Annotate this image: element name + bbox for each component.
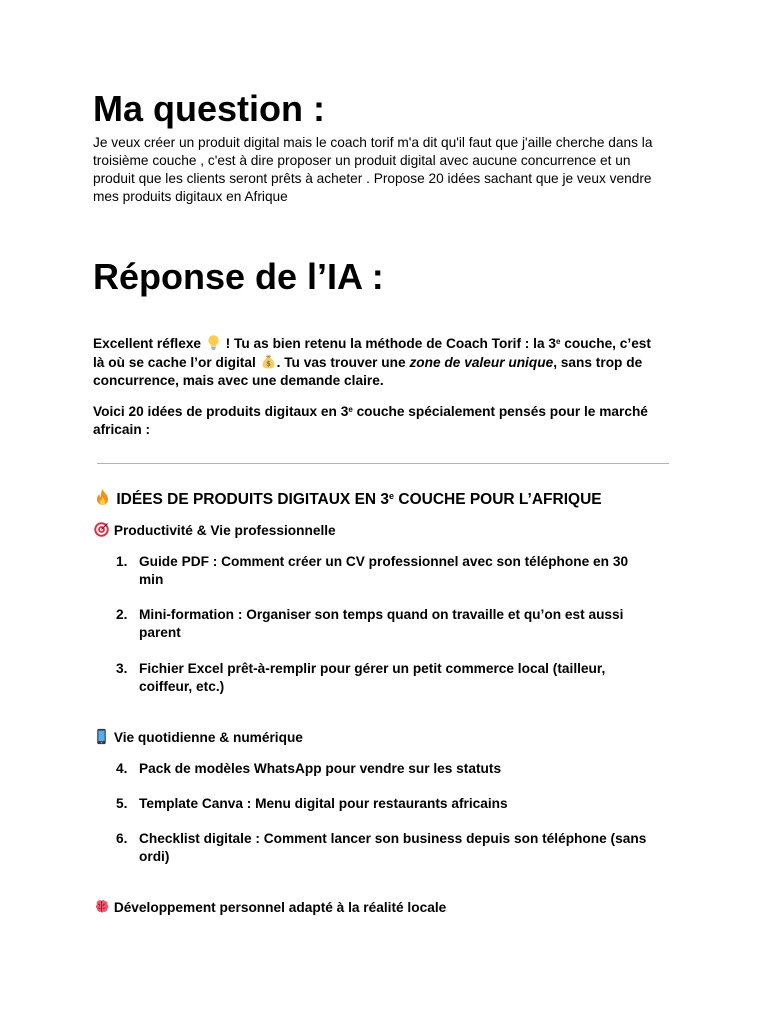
answer-voici-paragraph <box>93 401 683 439</box>
superscript: e <box>556 337 561 346</box>
fire-icon <box>93 488 112 507</box>
list-text-line: Fichier Excel prêt-à-remplir pour gérer un petit commerce local (tailleur, <box>139 661 606 676</box>
answer-title: Réponse de l’IA : <box>93 256 384 297</box>
money-bag-icon <box>260 353 277 370</box>
intro-emphasis: zone de valeur unique <box>409 355 554 370</box>
light-bulb-icon <box>205 334 222 351</box>
mobile-phone-icon <box>93 728 110 745</box>
intro-text: Excellent réflexe <box>93 336 202 351</box>
question-line: Je veux créer un produit digital mais le coach torif m'a dit qu'il faut que j'aille cherche dans la <box>93 135 653 150</box>
list-text <box>139 830 669 866</box>
question-body <box>93 134 683 206</box>
list-text <box>139 760 669 778</box>
list-number: 5. <box>116 796 128 811</box>
list-text-line: ordi) <box>139 849 170 864</box>
list-text-line: Checklist digitale : Comment lancer son business depuis son téléphone (sans <box>139 831 647 846</box>
question-title: Ma question : <box>93 88 325 129</box>
brain-icon <box>93 898 110 915</box>
svg-text:$: $ <box>265 360 271 369</box>
section-heading-text: IDÉES DE PRODUITS DIGITAUX EN 3 <box>116 491 390 508</box>
question-line: mes produits digitaux en Afrique <box>93 189 288 204</box>
intro-text: là où se cache l’or digital <box>93 355 256 370</box>
voici-line-1 <box>93 401 683 421</box>
intro-text: ! Tu as bien retenu la méthode de Coach Torif : la 3 <box>225 336 556 351</box>
list-text <box>139 795 669 813</box>
section-heading-text: COUCHE POUR L’AFRIQUE <box>394 491 602 508</box>
list-text-line: min <box>139 572 164 587</box>
voici-text: couche spécialement pensés pour le marché <box>352 404 648 419</box>
category-label: Productivité & Vie professionnelle <box>113 523 336 538</box>
category-label: Développement personnel adapté à la réalité locale <box>113 900 447 915</box>
list-number: 2. <box>116 607 128 622</box>
intro-text: couche, c’est <box>560 336 651 351</box>
superscript: e <box>348 405 353 414</box>
intro-line-3: concurrence, mais avec une demande claire. <box>93 373 384 388</box>
answer-intro-paragraph <box>93 333 683 390</box>
list-text-line: Mini-formation : Organiser son temps quand on travaille et qu’on est aussi <box>139 607 624 622</box>
section-heading <box>93 486 602 510</box>
category-daily-digital <box>93 728 303 747</box>
intro-line-2 <box>93 353 683 372</box>
category-personal-development <box>93 898 446 917</box>
list-text-line: Guide PDF : Comment créer un CV professionnel avec son téléphone en 30 <box>139 554 629 569</box>
question-line: troisième couche , c'est à dire proposer un produit digital avec aucune concurrence et un <box>93 153 631 168</box>
voici-text: Voici 20 idées de produits digitaux en 3 <box>93 404 349 419</box>
intro-text: . Tu vas trouver une <box>276 355 410 370</box>
list-text-line: parent <box>139 625 181 640</box>
question-line: produit que les clients seront prêts à acheter . Propose 20 idées sachant que je veux vendre <box>93 171 652 186</box>
list-text <box>139 553 669 589</box>
list-number: 4. <box>116 761 128 776</box>
intro-text: , sans trop de <box>553 355 643 370</box>
target-icon <box>93 521 110 538</box>
list-text-line: Pack de modèles WhatsApp pour vendre sur les statuts <box>139 761 502 776</box>
category-label: Vie quotidienne & numérique <box>113 730 303 745</box>
list-number: 3. <box>116 661 128 676</box>
voici-line-2: africain : <box>93 422 151 437</box>
list-number: 6. <box>116 831 128 846</box>
list-text <box>139 660 669 696</box>
list-number: 1. <box>116 554 128 569</box>
list-text-line: Template Canva : Menu digital pour restaurants africains <box>139 796 508 811</box>
superscript: e <box>389 491 395 501</box>
list-text <box>139 606 669 642</box>
category-productivity <box>93 521 336 540</box>
list-text-line: coiffeur, etc.) <box>139 679 225 694</box>
intro-line-1 <box>93 333 683 353</box>
horizontal-rule <box>97 463 669 464</box>
